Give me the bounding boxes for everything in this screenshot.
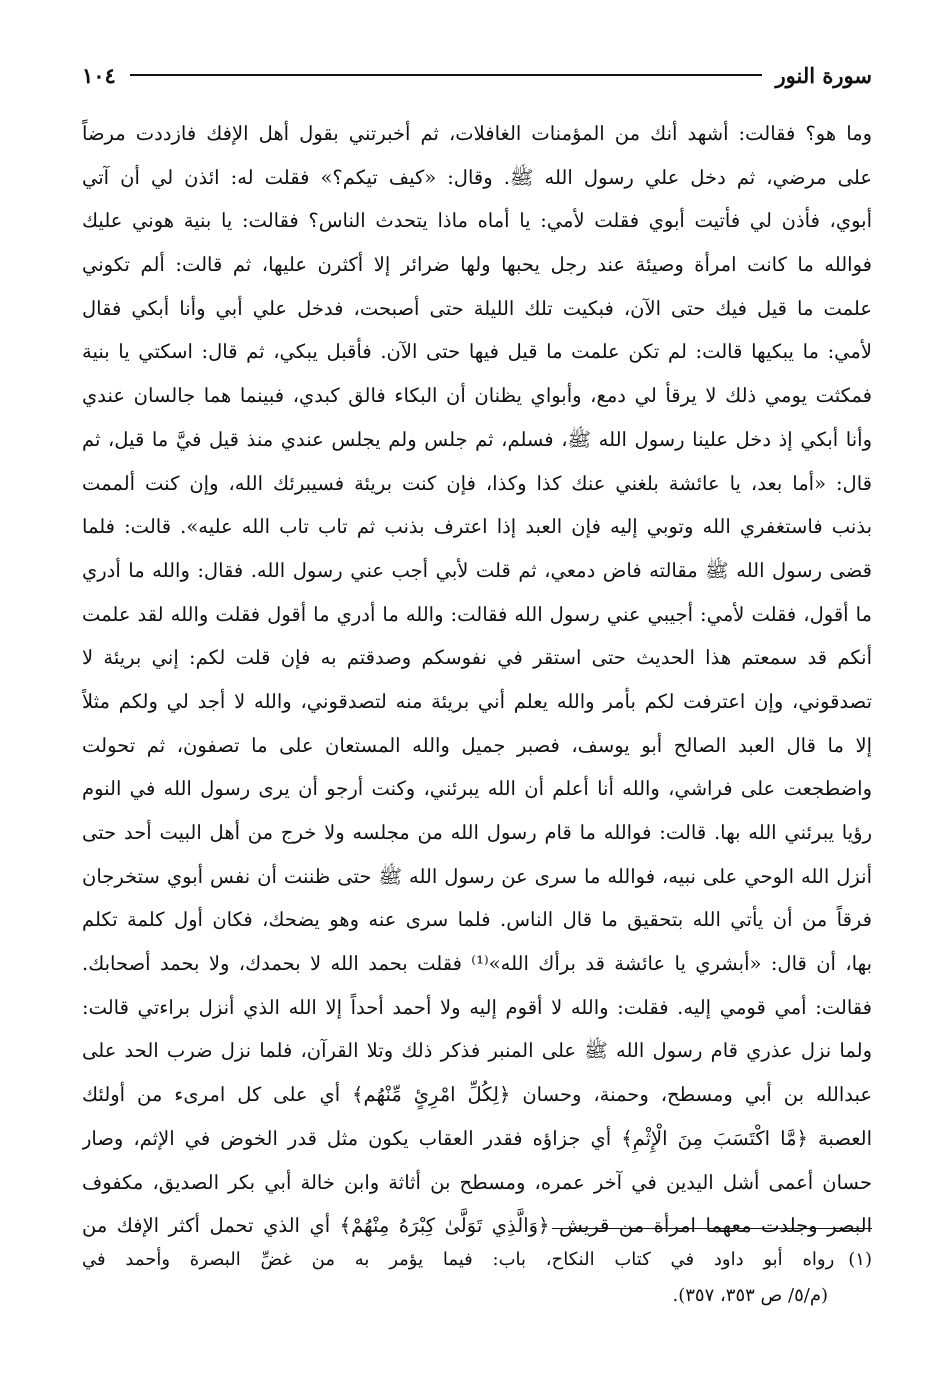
text-line: قضى رسول الله ﷺ مقالته فاض دمعي، ثم قلت لأبي أجب عني رسول الله. فقال: والله ما أدري <box>82 558 872 582</box>
text-line: أنزل الله الوحي على نبيه، فوالله ما سرى عن رسول الله ﷺ حتى ظننت أن نفس أبوي ستخرجان <box>82 864 872 888</box>
text-line: وأنا أبكي إذ دخل علينا رسول الله ﷺ، فسلم، ثم جلس ولم يجلس عندي منذ قيل فيَّ ما قيل، ثم <box>82 427 872 451</box>
text-line: حسان أعمى أشل اليدين في آخر عمره، ومسطح بن أثاثة وابن خالة أبي بكر الصديق، مكفوف <box>82 1170 872 1194</box>
footnotes <box>82 1242 872 1314</box>
text-line: ولما نزل عذري قام رسول الله ﷺ على المنبر فذكر ذلك وتلا القرآن، فلما نزل ضرب الحد على <box>82 1039 872 1063</box>
text-line: لأمي: ما يبكيها قالت: لم تكن علمت ما قيل فيها حتى الآن. فأقبل يبكي، ثم قال: اسكتي يا بنية <box>82 340 872 364</box>
text-line: بها، أن قال: «أبشري يا عائشة قد برأك الله»⁽¹⁾ فقلت بحمد الله لا بحمدك، ولا بحمد أصحابك. <box>82 952 872 976</box>
footnote-marker: (١) <box>848 1249 872 1270</box>
text-line: العصبة ﴿مَّا اكْتَسَبَ مِنَ الْإِثْمِ﴾ أي جزاؤه فقدر العقاب يكون مثل قدر الخوض في الإثم، وصار <box>82 1126 872 1150</box>
text-line: ما أقول، فقلت لأمي: أجيبي عني رسول الله فقالت: والله ما أدري ما أقول فقلت والله لقد علمت <box>82 602 872 626</box>
text-line: على مرضي، ثم دخل علي رسول الله ﷺ. وقال: «كيف تيكم؟» فقلت له: ائذن لي أن آتي <box>82 165 872 189</box>
surah-title: سورة النور <box>775 62 872 88</box>
text-line: فمكثت يومي ذلك لا يرقأ لي دمع، وأبواي يظنان أن البكاء فالق كبدي، فبينما هما جالسان عندي <box>82 384 872 408</box>
text-line: فرقاً من أن يأتي الله بتحقيق ما قال الناس. فلما سرى عنه وهو يضحك، فكان أول كلمة تكلم <box>82 908 872 932</box>
text-line: رؤيا يبرئني الله بها. قالت: فوالله ما قام رسول الله من مجلسه ولا خرج من أهل البيت أحد حتى <box>82 821 872 844</box>
footnote-line <box>82 1242 872 1278</box>
text-line: واضطجعت على فراشي، والله أنا أعلم أن الله يبرئني، وكنت أرجو أن يرى رسول الله في النوم <box>82 777 872 801</box>
header-rule <box>130 74 762 76</box>
text-line: البصر وجلدت معهما امرأة من قريش ﴿وَالَّذِي تَوَلَّىٰ كِبْرَهُ مِنْهُمْ﴾ أي الذي تحمل أكثر الإفك من <box>82 1214 872 1238</box>
text-line: تصدقوني، وإن اعترفت لكم بأمر والله يعلم أني بريئة منه لتصدقوني، والله لا أجد لي ولكم مثلاً <box>82 689 872 713</box>
footnote-line: (م/٥/ ص ٣٥٣، ٣٥٧). <box>672 1285 828 1306</box>
text-line: علمت ما قيل فيك حتى الآن، فبكيت تلك الليلة حتى أصبحت، فدخل علي أبي وأنا أبكي فقال <box>82 296 872 320</box>
text-line: فوالله ما كانت امرأة وصيئة عند رجل يحبها ولها ضرائر إلا أكثرن عليها، ثم قالت: ألم تكوني <box>82 253 872 277</box>
text-line: أبوي، فأذن لي فأتيت أبوي فقلت لأمي: يا أماه ماذا يتحدث الناس؟ فقالت: يا بنية هوني عليك <box>82 209 872 233</box>
text-line: إلا ما قال العبد الصالح أبو يوسف، فصبر جميل والله المستعان على ما تصفون، ثم تحولت <box>82 733 872 757</box>
footnote-text: رواه أبو داود في كتاب النكاح، باب: فيما يؤمر به من غضِّ البصرة وأحمد في <box>82 1249 835 1270</box>
text-line: بذنب فاستغفري الله وتوبي إليه فإن العبد إذا اعترف بذنب ثم تاب تاب الله عليه». قالت: فلما <box>82 515 872 539</box>
text-line: وما هو؟ فقالت: أشهد أنك من المؤمنات الغافلات، ثم أخبرتني بقول أهل الإفك فازددت مرضاً <box>82 122 872 145</box>
text-line: قال: «أما بعد، يا عائشة بلغني عنك كذا وكذا، فإن كنت بريئة فسيبرئك الله، وإن كنت ألممت <box>82 471 872 495</box>
text-line: عبدالله بن أبي ومسطح، وحمنة، وحسان ﴿لِكُلِّ امْرِئٍ مِّنْهُم﴾ أي على كل امرىء من أولئك <box>82 1083 872 1107</box>
footnote-rule <box>552 1228 872 1229</box>
body-text <box>82 112 872 1248</box>
running-header <box>82 58 872 92</box>
text-line: فقالت: أمي قومي إليه. فقلت: والله لا أقوم إليه ولا أحمد أحداً إلا الله الذي أنزل براءتي قالت: <box>82 995 872 1019</box>
text-line: أنكم قد سمعتم هذا الحديث حتى استقر في نفوسكم وصدقتم به فإن قلت لكم: إني بريئة لا <box>82 646 872 670</box>
page-number: ١٠٤ <box>82 62 116 88</box>
